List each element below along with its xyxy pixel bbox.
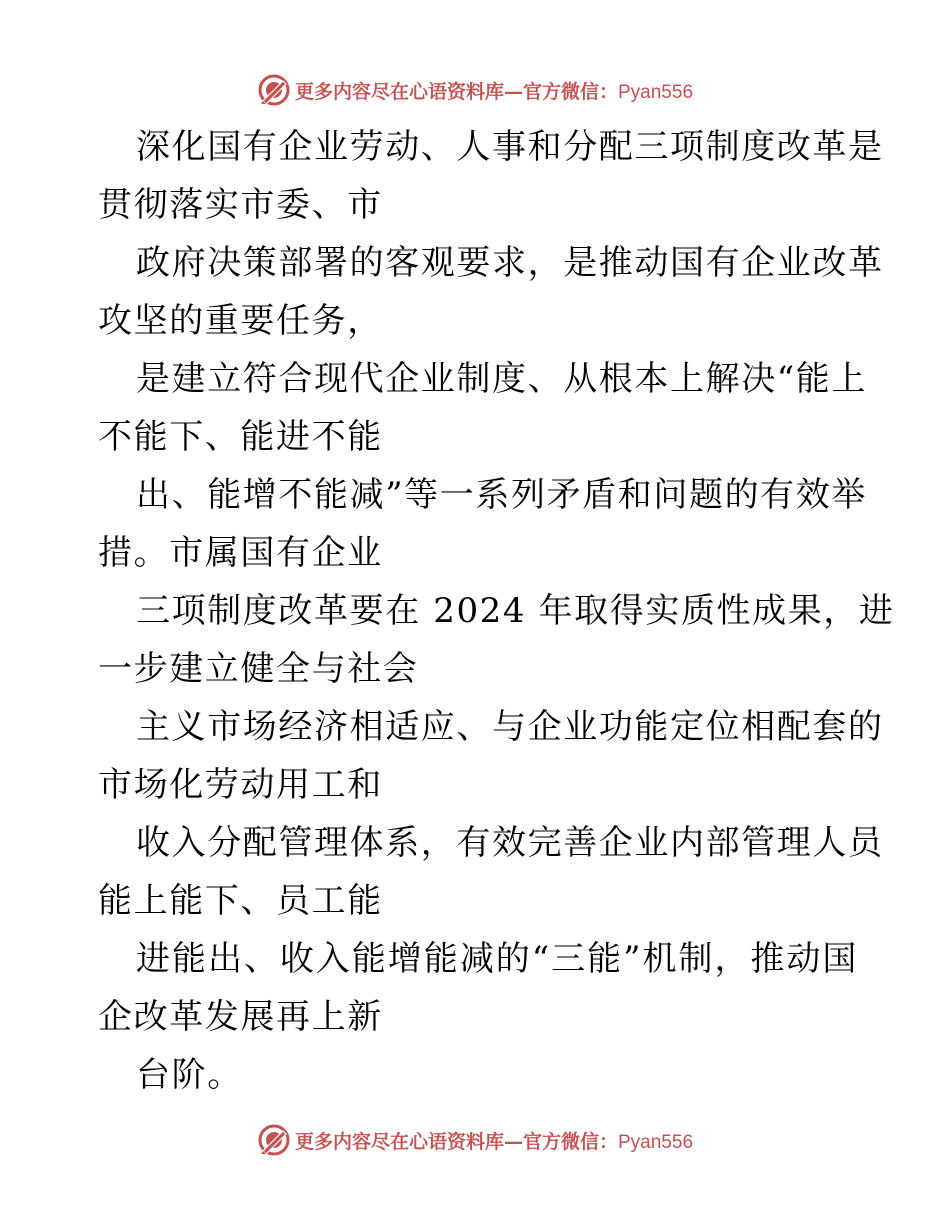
header-banner-text [295, 77, 693, 104]
body-line: 主义市场经济相适应、与企业功能定位相配套的 [136, 707, 884, 747]
body-line: 措。市属国有企业 [98, 533, 383, 573]
body-line: 是建立符合现代企业制度、从根本上解决“能上 [136, 359, 867, 399]
body-line: 收入分配管理体系，有效完善企业内部管理人员 [136, 823, 884, 863]
body-line: 攻坚的重要任务， [98, 301, 383, 341]
body-line: 深化国有企业劳动、人事和分配三项制度改革是 [136, 127, 884, 167]
footer-banner [0, 1120, 950, 1160]
body-line: 出、能增不能减”等一系列矛盾和问题的有效举 [136, 475, 867, 515]
body-line: 一步建立健全与社会 [98, 649, 419, 689]
body-line: 市场化劳动用工和 [98, 765, 383, 805]
body-line: 企改革发展再上新 [98, 997, 383, 1037]
footer-banner-text [295, 1127, 693, 1154]
footer-banner-label: 更多内容尽在心语资料库—官方微信： [294, 1130, 618, 1153]
body-line: 不能下、能进不能 [98, 417, 383, 457]
body-line: 台阶。 [136, 1055, 243, 1095]
body-line: 贯彻落实市委、市 [98, 185, 383, 225]
header-banner-label: 更多内容尽在心语资料库—官方微信： [294, 80, 618, 103]
document-body [98, 118, 895, 1104]
body-line: 三项制度改革要在 2024 年取得实质性成果，进 [136, 591, 895, 631]
pen-logo-icon [257, 1123, 291, 1157]
body-line: 能上能下、员工能 [98, 881, 383, 921]
body-line: 进能出、收入能增能减的“三能”机制，推动国 [136, 939, 858, 979]
footer-wechat-id: Pyan556 [618, 1131, 694, 1153]
header-wechat-id: Pyan556 [618, 81, 694, 103]
pen-logo-icon [257, 73, 291, 107]
body-line: 政府决策部署的客观要求，是推动国有企业改革 [136, 243, 884, 283]
header-banner [0, 70, 950, 110]
